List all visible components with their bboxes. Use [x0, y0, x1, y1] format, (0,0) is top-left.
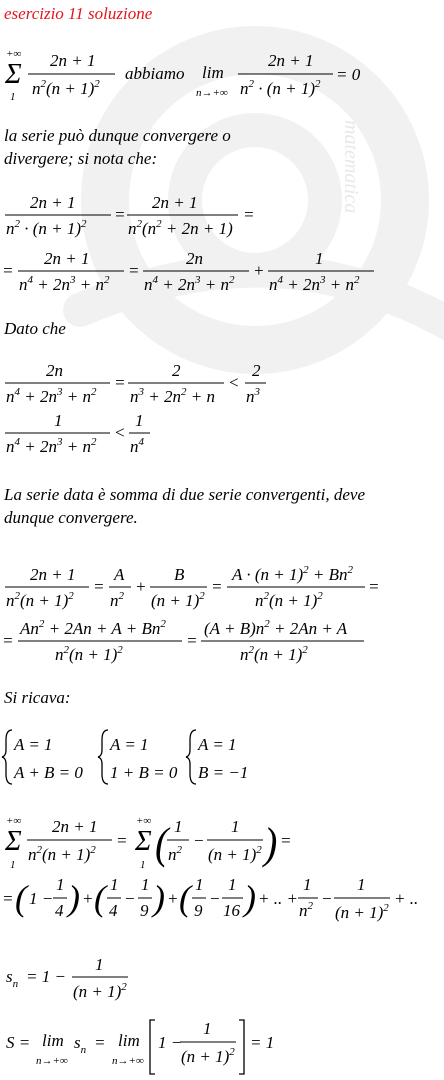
- svg-text:=: =: [280, 831, 292, 850]
- svg-text:(n + 1)2: $(n + 1)^2$: [335, 902, 389, 922]
- svg-text:A = 1: A = 1: [110, 735, 149, 754]
- svg-text:=: =: [243, 205, 255, 224]
- svg-text:=: =: [211, 577, 223, 596]
- svg-text:(A + B)n2 + 2An + A: $(A + B)n^2 + 2An + A$: [204, 618, 348, 638]
- svg-text:1 −: 1 −: [158, 1033, 183, 1052]
- system-equations: [0, 726, 444, 788]
- svg-text:lim: lim: [202, 63, 224, 82]
- svg-text:(: (: [15, 878, 27, 918]
- svg-text:1 −: 1 −: [29, 889, 54, 908]
- svg-text:n2: $n^2$: [110, 590, 124, 610]
- svg-text:abbiamo: abbiamo: [125, 64, 185, 83]
- svg-text:n2 · (n + 1)2: $n^2 \cdot (n + 1)^2$: [240, 78, 321, 98]
- svg-text:n3 + 2n2 + n: $n^3 + 2n^2 + n$: [130, 386, 215, 406]
- svg-text:A · (n + 1)2 + Bn2: $A \cdot (n + 1)^2 + Bn^2$: [232, 564, 353, 584]
- svg-text:n→+∞: n→+∞: [196, 87, 228, 99]
- watermark-text: matematica: [340, 120, 362, 214]
- inequality-2: [0, 406, 444, 456]
- svg-text:1: 1: [203, 1019, 212, 1038]
- svg-text:1: 1: [195, 875, 204, 894]
- svg-text:n2: $n^2$: [168, 844, 182, 864]
- svg-text:4: 4: [109, 901, 118, 920]
- svg-text:2: 2: [172, 361, 181, 380]
- svg-text:n4 + 2n3 + n2: $n^4 + 2n^3 + n^2$: [6, 436, 97, 456]
- equation-decomposition-1: [0, 188, 444, 240]
- text-somma-convergenti: La serie data è somma di due serie convergenti, deve dunque convergere.: [4, 485, 366, 527]
- svg-text:=: =: [2, 261, 14, 280]
- svg-text:=: =: [368, 577, 380, 596]
- equation-sn: [0, 950, 444, 1006]
- svg-text:n2(n + 1)2: $n^2(n + 1)^2$: [255, 590, 323, 610]
- text-si-ricava: Si ricava:: [4, 688, 71, 707]
- svg-text:B: B: [174, 565, 185, 584]
- svg-text:=: =: [93, 577, 105, 596]
- svg-text:9: 9: [194, 901, 203, 920]
- svg-text:sn: $s_n$: [74, 1033, 87, 1056]
- svg-text:+: +: [253, 261, 265, 280]
- svg-text:1: 1: [231, 817, 240, 836]
- svg-text:n4 + 2n3 + n2: $n^4 + 2n^3 + n^2$: [269, 274, 360, 294]
- svg-text:): ): [244, 878, 256, 918]
- svg-text:2n + 1: 2n + 1: [30, 193, 76, 212]
- svg-text:1: 1: [95, 955, 104, 974]
- svg-text:lim: lim: [118, 1031, 140, 1050]
- svg-text:4: 4: [55, 901, 64, 920]
- svg-text:1: 1: [303, 875, 312, 894]
- svg-text:−: −: [193, 831, 205, 850]
- equation-telescoping: [0, 870, 444, 926]
- svg-text:=: =: [94, 1033, 106, 1052]
- svg-text:A = 1: A = 1: [14, 735, 53, 754]
- svg-text:n2(n + 1)2: $n^2(n + 1)^2$: [32, 78, 100, 98]
- svg-text:2n: 2n: [46, 361, 63, 380]
- equation-final-limit: [0, 1014, 444, 1076]
- svg-text:n2: $n^2$: [299, 900, 313, 920]
- svg-text:1: 1: [141, 875, 150, 894]
- svg-text:2n + 1: 2n + 1: [52, 817, 98, 836]
- svg-text:16: 16: [223, 901, 240, 920]
- svg-text:(n + 1)2: $(n + 1)^2$: [181, 1046, 235, 1066]
- svg-text:+∞: +∞: [6, 48, 22, 60]
- svg-text:<: <: [228, 373, 240, 392]
- equation-decomposition-2: [0, 244, 444, 296]
- svg-text:1: 1: [135, 411, 144, 430]
- svg-text:Σ: Σ: [5, 826, 22, 857]
- svg-text:sn: $s_n$: [6, 967, 19, 990]
- svg-text:n2(n + 1)2: $n^2(n + 1)^2$: [55, 644, 123, 664]
- svg-text:n→+∞: n→+∞: [112, 1055, 144, 1067]
- svg-text:2n + 1: 2n + 1: [268, 51, 314, 70]
- equation-sum-decomposition: [0, 812, 444, 874]
- svg-text:A + B = 0: A + B = 0: [14, 763, 83, 782]
- equation-sum-limit: [0, 44, 444, 104]
- svg-text:n4: $n^4$: [130, 436, 144, 456]
- svg-text:n2(n + 1)2: $n^2(n + 1)^2$: [240, 644, 308, 664]
- svg-text:= 0: = 0: [336, 65, 361, 84]
- svg-text:): ): [264, 820, 278, 869]
- svg-text:A: A: [114, 565, 125, 584]
- svg-text:1: 1: [140, 859, 146, 871]
- inequality-1: [0, 356, 444, 406]
- svg-text:+∞: +∞: [6, 815, 22, 827]
- svg-text:+: +: [82, 889, 94, 908]
- svg-text:+ ..: + ..: [394, 889, 419, 908]
- text-convergere: la serie può dunque convergere o divergere; si nota che:: [4, 126, 231, 168]
- svg-text:(n + 1)2: $(n + 1)^2$: [208, 844, 262, 864]
- svg-text:2n: 2n: [186, 249, 203, 268]
- svg-text:S =: S =: [6, 1033, 31, 1052]
- svg-text:=: =: [128, 261, 140, 280]
- svg-text:=: =: [186, 631, 198, 650]
- svg-text:+: +: [167, 889, 179, 908]
- svg-text:1: 1: [174, 817, 183, 836]
- svg-text:+∞: +∞: [136, 815, 152, 827]
- svg-text:A = 1: A = 1: [198, 735, 237, 754]
- equation-expanded: [0, 614, 444, 666]
- svg-text:=: =: [2, 631, 14, 650]
- svg-text:n3: $n^3$: [246, 386, 260, 406]
- svg-text:2n + 1: 2n + 1: [30, 565, 76, 584]
- svg-text:n4 + 2n3 + n2: $n^4 + 2n^3 + n^2$: [6, 386, 97, 406]
- svg-text:(: (: [155, 820, 169, 869]
- svg-text:=: =: [114, 205, 126, 224]
- svg-text:=: =: [2, 889, 14, 908]
- svg-text:n2 · (n + 1)2: $n^2 \cdot (n + 1)^2$: [6, 218, 87, 238]
- svg-text:−: −: [124, 889, 136, 908]
- svg-text:1: 1: [10, 91, 16, 103]
- svg-text:n2(n2 + 2n + 1): $n^2(n^2 + 2n + 1)$: [128, 218, 233, 238]
- svg-text:(n + 1)2: $(n + 1)^2$: [151, 590, 205, 610]
- svg-text:= 1: = 1: [250, 1033, 275, 1052]
- svg-text:lim: lim: [42, 1031, 64, 1050]
- svg-text:Σ: Σ: [5, 59, 22, 90]
- svg-text:1: 1: [54, 411, 63, 430]
- svg-text:9: 9: [140, 901, 149, 920]
- text-dato-che: Dato che: [4, 319, 66, 338]
- svg-text:1: 1: [357, 875, 366, 894]
- svg-text:n2(n + 1)2: $n^2(n + 1)^2$: [6, 590, 74, 610]
- svg-text:(n + 1)2: $(n + 1)^2$: [73, 981, 127, 1001]
- svg-text:=: =: [114, 373, 126, 392]
- svg-text:+: +: [135, 577, 147, 596]
- svg-text:B = −1: B = −1: [198, 763, 249, 782]
- svg-text:(: (: [94, 878, 106, 918]
- equation-partial-fractions: [0, 560, 444, 612]
- svg-text:2n + 1: 2n + 1: [44, 249, 90, 268]
- svg-text:2n + 1: 2n + 1: [152, 193, 198, 212]
- svg-text:n4 + 2n3 + n2: $n^4 + 2n^3 + n^2$: [19, 274, 110, 294]
- svg-text:1: 1: [315, 249, 324, 268]
- svg-text:2: 2: [252, 361, 261, 380]
- svg-text:n4 + 2n3 + n2: $n^4 + 2n^3 + n^2$: [144, 274, 235, 294]
- svg-text:An2 + 2An + A + Bn2: $An^2 + 2An + A + Bn^2$: [20, 618, 166, 638]
- svg-text:1: 1: [228, 875, 237, 894]
- svg-text:<: <: [114, 423, 126, 442]
- svg-text:n2(n + 1)2: $n^2(n + 1)^2$: [28, 844, 96, 864]
- svg-text:1: 1: [10, 859, 16, 871]
- svg-text:−: −: [321, 889, 333, 908]
- svg-text:(: (: [179, 878, 191, 918]
- svg-text:Σ: Σ: [135, 826, 152, 857]
- svg-text:1: 1: [56, 875, 65, 894]
- svg-text:n→+∞: n→+∞: [36, 1055, 68, 1067]
- svg-text:= 1 −: = 1 −: [26, 967, 66, 986]
- svg-text:1: 1: [110, 875, 119, 894]
- svg-text:−: −: [209, 889, 221, 908]
- svg-text:=: =: [116, 831, 128, 850]
- svg-text:): ): [153, 878, 165, 918]
- page-title: esercizio 11 soluzione: [4, 4, 153, 23]
- svg-text:1 + B = 0: 1 + B = 0: [110, 763, 178, 782]
- svg-text:+ .. +: + .. +: [258, 889, 298, 908]
- svg-text:2n + 1: 2n + 1: [50, 51, 96, 70]
- svg-text:): ): [68, 878, 80, 918]
